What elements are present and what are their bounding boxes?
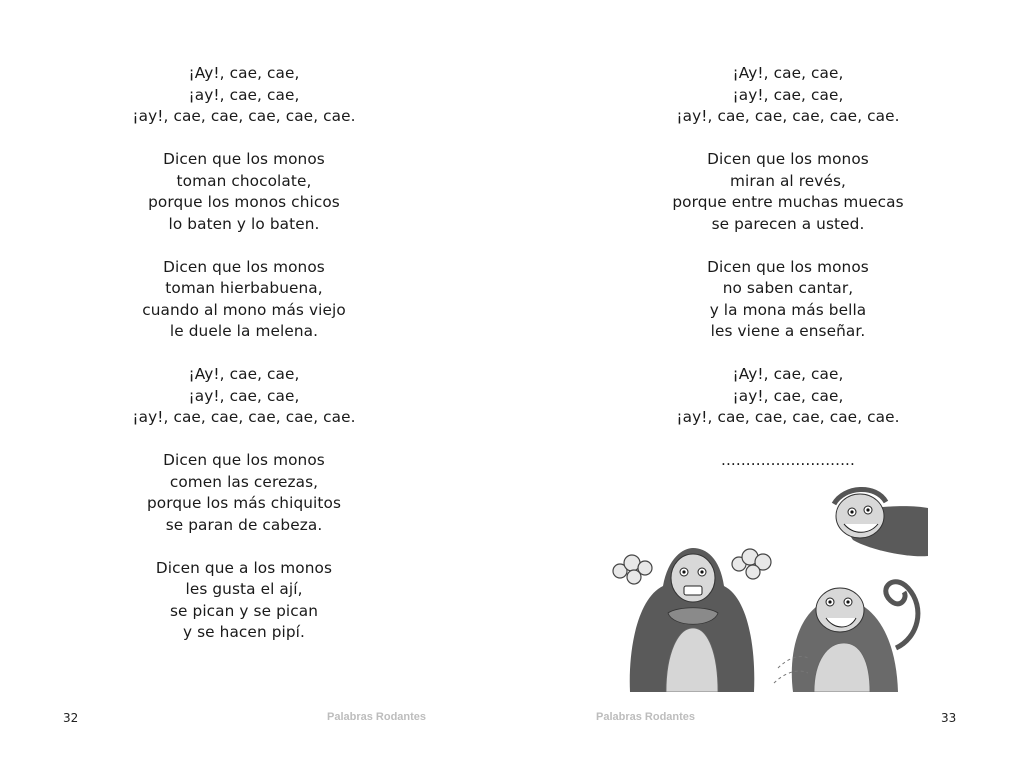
poem-line: le duele la melena. xyxy=(169,322,319,340)
steam-cloud-left xyxy=(613,555,652,584)
poem-line: Dicen que los monos xyxy=(163,257,325,276)
poem-line: comen las cerezas, xyxy=(169,472,319,491)
poem-line: no saben cantar, xyxy=(722,279,854,297)
poem-line: ¡Ay!, cae, cae, xyxy=(188,365,300,383)
page-number-right: 33 xyxy=(941,711,957,725)
stanza xyxy=(34,149,454,235)
stanza xyxy=(34,364,454,429)
running-title-right: Palabras Rodantes xyxy=(596,711,696,723)
stanza xyxy=(578,63,998,128)
poem-line: ¡ay!, cae, cae, cae, cae, cae. xyxy=(676,107,900,125)
poem-line: miran al revés, xyxy=(729,171,847,190)
poem-line: ¡ay!, cae, cae, cae, cae, cae. xyxy=(676,408,900,426)
poem-line: les viene a enseñar. xyxy=(710,322,866,340)
poem-line: ¡Ay!, cae, cae, xyxy=(732,64,844,82)
stanza xyxy=(578,257,998,343)
poem-line: se pican y se pican xyxy=(169,601,319,620)
laughing-monkey xyxy=(774,582,918,692)
poem-line: porque los monos chicos xyxy=(148,193,340,211)
monkeys-illustration xyxy=(608,478,928,692)
poem-line: ¡ay!, cae, cae, xyxy=(732,386,844,405)
stanza xyxy=(578,450,998,472)
poem-line: porque entre muchas muecas xyxy=(672,193,904,211)
upside-monkey xyxy=(834,489,928,556)
poem-line: ¡ay!, cae, cae, xyxy=(188,386,300,405)
poem-line: cuando al mono más viejo xyxy=(142,300,346,319)
stanza xyxy=(34,257,454,343)
poem-line: ¡Ay!, cae, cae, xyxy=(188,64,300,82)
poem-line: y la mona más bella xyxy=(709,300,867,319)
poem-right xyxy=(578,63,998,493)
stanza xyxy=(578,149,998,235)
poem-line: ¡ay!, cae, cae, cae, cae, cae. xyxy=(132,107,356,125)
poem-line: se parecen a usted. xyxy=(711,214,865,233)
poem-line: se paran de cabeza. xyxy=(165,515,323,534)
page-number-left: 32 xyxy=(63,711,79,725)
stanza xyxy=(578,364,998,429)
poem-line: Dicen que los monos xyxy=(163,451,325,469)
poem-line: Dicen que los monos xyxy=(163,150,325,168)
right-page xyxy=(512,0,1024,768)
poem-line: porque los más chiquitos xyxy=(146,494,342,512)
poem-line: Dicen que los monos xyxy=(707,150,869,168)
poem-line: ¡Ay!, cae, cae, xyxy=(732,365,844,383)
poem-line: y se hacen pipí. xyxy=(183,623,305,641)
poem-line: ¡ay!, cae, cae, xyxy=(732,85,844,104)
stanza xyxy=(34,558,454,644)
poem-left xyxy=(34,63,454,665)
poem-line: Dicen que a los monos xyxy=(155,558,333,577)
running-title-left: Palabras Rodantes xyxy=(327,711,427,723)
poem-line: Dicen que los monos xyxy=(707,257,869,276)
steam-cloud-right xyxy=(732,549,771,579)
poem-line: toman chocolate, xyxy=(176,171,312,190)
stanza xyxy=(34,450,454,536)
poem-line: lo baten y lo baten. xyxy=(168,214,320,233)
poem-line: ¡ay!, cae, cae, cae, cae, cae. xyxy=(132,408,356,426)
poem-line: ........................... xyxy=(721,451,855,469)
stanza xyxy=(34,63,454,128)
poem-line: les gusta el ají, xyxy=(185,580,303,598)
poem-line: toman hierbabuena, xyxy=(165,279,323,297)
poem-line: ¡ay!, cae, cae, xyxy=(188,85,300,104)
